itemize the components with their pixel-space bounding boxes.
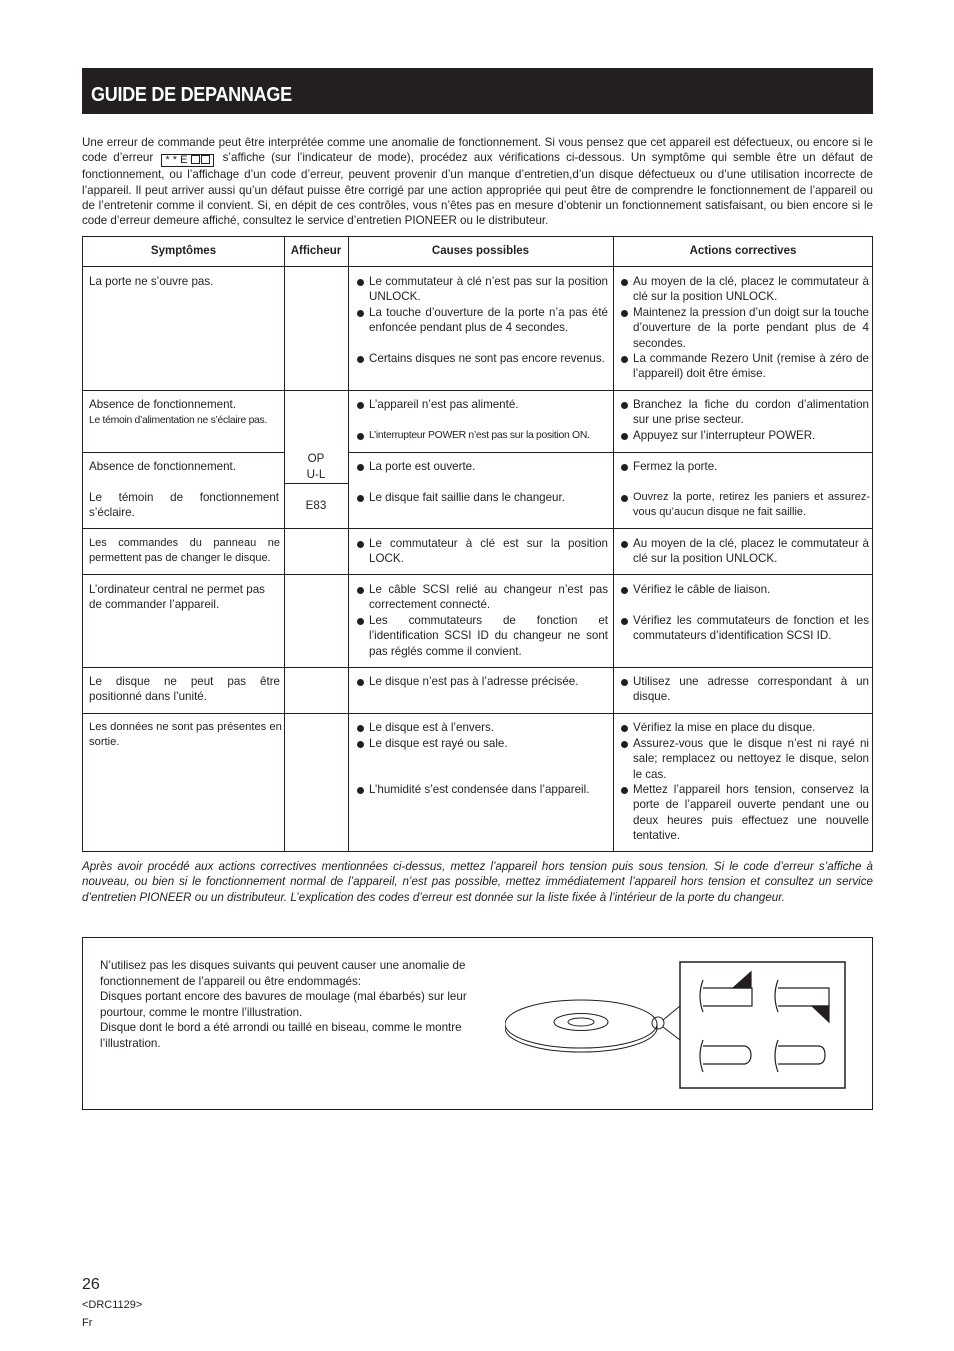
cause-item: L’humidité s’est condensée dans l’appareil.	[355, 782, 611, 797]
page-title: GUIDE DE DEPANNAGE	[91, 84, 292, 106]
row-divider	[83, 452, 284, 453]
burr-edge-icon	[700, 972, 752, 1012]
cause-item: Le disque est à l’envers.	[355, 720, 608, 735]
display-code: U-L	[306, 468, 326, 481]
cause-item: Le commutateur à clé n’est pas sur la position UNLOCK.	[355, 274, 608, 305]
symptom-cell: Absence de fonctionnement.	[89, 460, 236, 473]
language-code: Fr	[82, 1317, 93, 1329]
action-item: Ouvrez la porte, retirez les paniers et assurez-vous qu’aucun disque ne fait saillie.	[619, 490, 870, 521]
symptom-cell: Les commandes du panneau ne permettent pas de changer le disque.	[89, 537, 280, 565]
title-bar	[82, 68, 873, 114]
row-divider	[83, 390, 873, 391]
disc-warning-box	[82, 937, 873, 1110]
cause-item: L’appareil n’est pas alimenté.	[355, 397, 608, 412]
action-item: Vérifiez le câble de liaison.	[619, 582, 869, 597]
header-causes: Causes possibles	[431, 245, 530, 257]
header-actions: Actions correctives	[689, 245, 797, 257]
symptom-detail: Le témoin d’alimentation ne s’éclaire pas.	[89, 415, 268, 426]
action-item: Au moyen de la clé, placez le commutateur à clé sur la position UNLOCK.	[619, 274, 869, 305]
digit-box-icon	[201, 155, 210, 164]
row-divider	[83, 574, 873, 575]
cause-item: Le disque est rayé ou sale.	[355, 736, 608, 751]
symptom-cell: L’ordinateur central ne permet pas de commander l’appareil.	[89, 583, 265, 612]
warning-line: Disques portant encore des bavures de moulage (mal ébarbés) sur leur pourtour, comme le montre l’illustration.	[100, 990, 467, 1019]
cause-item: La porte est ouverte.	[355, 459, 608, 474]
action-item: Mettez l’appareil hors tension, conservez la porte de l’appareil ouverte pendant une ou deux heures puis effectuez une nouvelle tentative.	[619, 782, 869, 844]
symptom-cell: La porte ne s’ouvre pas.	[89, 275, 214, 288]
action-item: La commande Rezero Unit (remise à zéro de l’appareil) doit être émise.	[619, 351, 869, 382]
row-divider	[83, 667, 873, 668]
cause-item: Le câble SCSI relié au changeur n’est pas correctement connecté.	[355, 582, 608, 613]
action-item: Vérifiez la mise en place du disque.	[619, 720, 869, 735]
column-divider	[613, 237, 614, 851]
header-display: Afficheur	[290, 245, 342, 257]
cause-item: Le disque n’est pas à l’adresse précisée.	[355, 674, 608, 689]
action-item: Au moyen de la clé, placez le commutateur à clé sur la position UNLOCK.	[619, 536, 869, 567]
action-item: Assurez-vous que le disque n’est ni rayé ni sale; remplacez ou nettoyez le disque, selon le cas.	[619, 736, 869, 782]
display-code: OP	[307, 452, 325, 465]
intro-text-part1: Une erreur de commande peut être interprétée comme une anomalie de fonctionnement. Si vous pensez que cet appareil est défectueux, ou encore si le code d’erreur	[82, 136, 873, 165]
error-code-indicator	[161, 154, 214, 167]
note-paragraph: Après avoir procédé aux actions correctives mentionnées ci-dessus, mettez l’appareil hors tension puis sous tension. Si le code d’erreur s’affiche à nouveau, ou bien si le fonctionnement normal de l’appareil, n’est pas possible, mettez immédiatement l’appareil hors tension et consultez un service d’entretien PIONEER ou un distributeur. L’explication des codes d’erreur est donnée sur la liste fixée à l’intérieur de la porte du changeur.	[82, 860, 873, 904]
beveled-edge-icon	[700, 1040, 751, 1072]
intro-paragraph	[82, 135, 873, 228]
symptom-cell: Les données ne sont pas présentes en sortie.	[89, 721, 282, 749]
action-item: Fermez la porte.	[619, 459, 869, 474]
defective-disc-illustration	[505, 960, 850, 1092]
header-symptoms: Symptômes	[150, 245, 217, 257]
disc-warning-text	[100, 958, 468, 1052]
row-divider	[83, 528, 873, 529]
column-divider	[284, 237, 285, 851]
model-code: <DRC1129>	[82, 1299, 143, 1311]
digit-box-icon	[191, 155, 200, 164]
warning-line: Disque dont le bord a été arrondi ou taillé en biseau, comme le montre l’illustration.	[100, 1021, 462, 1050]
row-divider	[348, 452, 873, 453]
row-divider	[83, 713, 873, 714]
display-code: E83	[305, 499, 327, 512]
symptom-cell: Absence de fonctionnement.	[89, 398, 236, 411]
cause-item: La touche d’ouverture de la porte n’a pas été enfoncée pendant plus de 4 secondes.	[355, 305, 608, 336]
cause-item: Certains disques ne sont pas encore revenus.	[355, 351, 608, 366]
troubleshooting-table	[82, 236, 873, 852]
burr-edge-icon	[775, 980, 829, 1022]
detail-frame	[680, 962, 845, 1088]
symptom-cell: Le témoin de fonctionnement s’éclaire.	[89, 491, 279, 520]
cause-item: Les commutateurs de fonction et l’identification SCSI ID du changeur ne sont pas réglés comme il convient.	[355, 613, 608, 659]
row-divider	[284, 483, 348, 484]
header-divider	[83, 266, 873, 267]
cause-item: Le commutateur à clé est sur la position LOCK.	[355, 536, 608, 567]
action-item: Appuyez sur l’interrupteur POWER.	[619, 428, 869, 443]
column-divider	[348, 237, 349, 851]
symptom-cell: Le disque ne peut pas être positionné dans l’unité.	[89, 675, 280, 704]
cause-item: L’interrupteur POWER n’est pas sur la position ON.	[355, 428, 611, 443]
action-item: Maintenez la pression d’un doigt sur la touche d’ouverture de la porte pendant plus de 4 secondes.	[619, 305, 869, 351]
error-code-prefix: * * E	[165, 154, 188, 167]
disc-icon	[505, 1000, 680, 1052]
warning-line: N’utilisez pas les disques suivants qui peuvent causer une anomalie de fonctionnement de l’appareil ou être endommagés:	[100, 959, 466, 988]
cause-item: Le disque fait saillie dans le changeur.	[355, 490, 608, 505]
page-number: 26	[82, 1276, 100, 1293]
intro-text-part2: s’affiche (sur l’indicateur de mode), procédez aux vérifications ci-dessous. Un symptôme qui semble être un défaut de fonctionnement, ou l’affichage d’un code d’erreur, peuvent provenir d’un manque d’entretien,d’un disque défectueux ou d’une utilisation incorrecte de l’appareil. Il peut arriver aussi qu’un défaut puisse être corrigé par une action appropriée qui peut être de comprendre le fonctionnement de l’appareil ou de l’entretenir comme il convient. Si, en dépit de ces contrôles, vous n’êtes pas en mesure d’obtenir un fonctionnement satisfaisant, ou bien encore si le code d’erreur demeure affiché, consultez le service d’entretien PIONEER ou le distributeur.	[82, 151, 873, 228]
action-item: Branchez la fiche du cordon d’alimentation sur une prise secteur.	[619, 397, 869, 428]
rounded-edge-icon	[775, 1040, 825, 1072]
action-item: Vérifiez les commutateurs de fonction et les commutateurs d’identification SCSI ID.	[619, 613, 869, 644]
action-item: Utilisez une adresse correspondant à un disque.	[619, 674, 869, 705]
